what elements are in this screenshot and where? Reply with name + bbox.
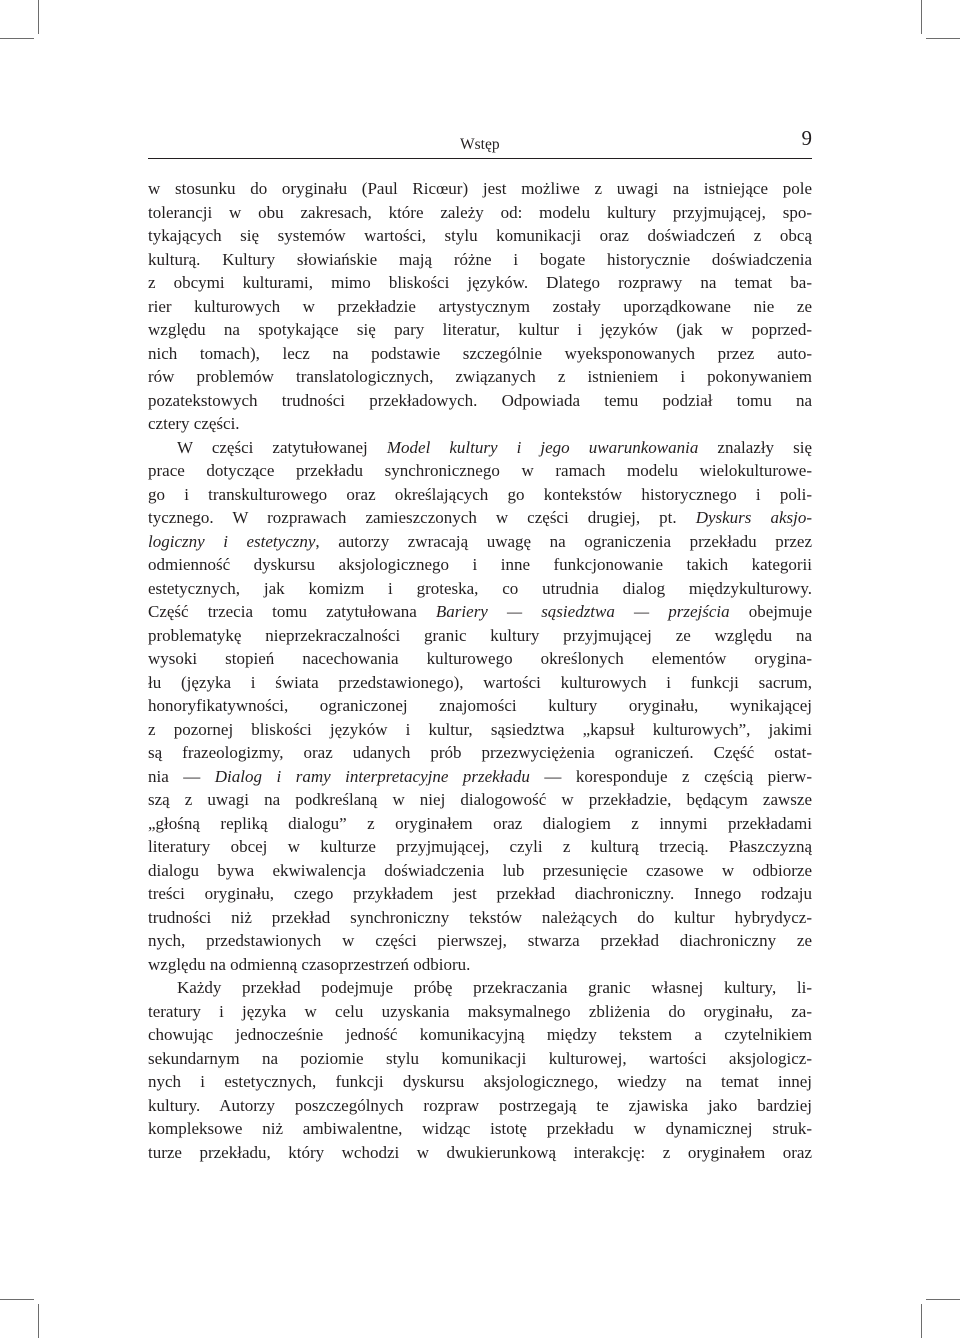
text-line	[148, 295, 812, 319]
text-segment: , autorzy zwracają uwagę na ograniczenia przekładu przez	[315, 531, 812, 551]
crop-mark-top-left-horizontal	[0, 38, 34, 39]
crop-mark-top-right-horizontal	[926, 38, 960, 39]
text-line	[148, 412, 812, 436]
text-line	[148, 318, 812, 342]
text-segment: sekundarnym na poziomie stylu komunikacji kulturowej, wartości aksjologicz-	[148, 1048, 812, 1068]
crop-mark-bottom-left	[38, 1304, 39, 1338]
text-segment: względu na odmienną czasoprzestrzeń odbioru.	[148, 954, 471, 974]
text-segment: „głośną repliką dialogu” z oryginałem oraz dialogiem z innymi przekładami	[148, 813, 812, 833]
text-segment: problematykę nieprzekraczalności granic kultury przyjmującej ze względu na	[148, 625, 812, 645]
crop-mark-top-left	[38, 0, 39, 34]
text-segment: rier kulturowych w przekładzie artystycznym zostały uporządkowane nie ze	[148, 296, 812, 316]
text-line	[148, 718, 812, 742]
crop-mark-top-right	[921, 0, 922, 34]
text-line	[148, 248, 812, 272]
body-text	[148, 177, 812, 1164]
italic-title-text: Dyskurs aksjo-	[695, 508, 812, 527]
text-line	[148, 694, 812, 718]
text-line	[148, 741, 812, 765]
text-segment: prace dotyczące przekładu synchronicznego w ramach modelu wielokulturowe-	[148, 461, 812, 480]
text-line	[148, 624, 812, 648]
text-segment: odmienność dyskursu aksjologicznego i inne funkcjonowanie takich kategorii	[148, 555, 812, 574]
text-line	[148, 882, 812, 906]
page-number: 9	[801, 126, 812, 150]
text-line	[148, 1094, 812, 1118]
text-line	[148, 177, 812, 201]
italic-title-text: logiczny i estetyczny	[148, 531, 316, 551]
text-segment: pozatekstowych trudności przekładowych. Odpowiada temu podział tomu na	[148, 390, 812, 410]
italic-title-text: Model kultury i jego uwarunkowania	[386, 437, 699, 457]
text-line	[148, 201, 812, 225]
page-header	[148, 126, 812, 159]
text-segment: obejmuje	[729, 602, 812, 621]
text-line	[148, 765, 812, 789]
text-line	[148, 1070, 812, 1094]
text-line	[148, 271, 812, 295]
text-segment: tykających się systemów wartości, stylu komunikacji oraz doświadczeń z obcą	[148, 226, 812, 245]
text-segment: W części zatytułowanej	[177, 437, 387, 457]
text-segment: rów problemów translatologicznych, związanych z istnieniem i pokonywaniem	[148, 367, 812, 386]
text-segment: z obcymi kulturami, mimo bliskości języków. Dlatego rozprawy na temat ba-	[148, 273, 812, 292]
text-segment: są frazeologizmy, oraz udanych prób przezwyciężenia ograniczeń. Część ostat-	[148, 743, 812, 762]
text-segment: literatury obcej w kulturze przyjmującej, czyli z kulturą trzecią. Płaszczyzną	[148, 837, 812, 856]
text-line	[148, 835, 812, 859]
text-line	[148, 859, 812, 883]
text-line	[148, 929, 812, 953]
text-segment: tolerancji w obu zakresach, które zależy od: modelu kultury przyjmującej, spo-	[148, 202, 812, 222]
text-line	[148, 647, 812, 671]
text-segment: kulturą. Kultury słowiańskie mają różne i bogate historycznie doświadczenia	[148, 249, 812, 269]
text-segment: łu (języka i świata przedstawionego), wartości kulturowych i funkcji sacrum,	[148, 672, 812, 692]
text-segment: Część trzecia tomu zatytułowana	[148, 602, 436, 621]
text-segment: Każdy przekład podejmuje próbę przekraczania granic własnej kultury, li-	[177, 978, 812, 997]
text-line	[148, 365, 812, 389]
text-line	[148, 506, 812, 530]
text-segment: nych i estetycznych, funkcji dyskursu aksjologicznego, wiedzy na temat innej	[148, 1072, 812, 1091]
crop-mark-bottom-left-horizontal	[0, 1299, 34, 1300]
crop-mark-bottom-right-horizontal	[926, 1299, 960, 1300]
text-segment: względu na spotykające się pary literatur, kultur i języków (jak w poprzed-	[148, 320, 812, 339]
text-line	[148, 1000, 812, 1024]
text-segment: cztery części.	[148, 414, 240, 433]
text-line	[148, 1023, 812, 1047]
text-segment: nych, przedstawionych w części pierwszej, stwarza przekład diachroniczny ze	[148, 931, 812, 950]
text-line	[148, 530, 812, 554]
text-segment: dialogu bywa ekwiwalencja doświadczenia lub przesunięcie czasowe w odbiorze	[148, 860, 812, 880]
text-segment: z pozornej bliskości języków i kultur, sąsiedztwa „kapsuł kulturowych”, jakimi	[148, 719, 812, 739]
text-line	[148, 600, 812, 624]
text-segment: nich tomach), lecz na podstawie szczególnie wyeksponowanych przez auto-	[148, 343, 812, 363]
italic-title-text: Dialog i ramy interpretacyjne przekładu	[214, 766, 530, 786]
text-segment: estetycznych, jak komizm i groteska, co utrudnia dialog międzykulturowy.	[148, 578, 812, 598]
text-segment: tycznego. W rozprawach zamieszczonych w części drugiej, pt.	[148, 508, 696, 527]
text-line	[148, 953, 812, 977]
text-line	[148, 976, 812, 1000]
text-segment: go i transkulturowego oraz określających go kontekstów historycznego i poli-	[148, 484, 812, 504]
text-segment: nia —	[148, 766, 215, 786]
text-line	[148, 224, 812, 248]
text-segment: znalazły się	[698, 437, 812, 457]
running-title: Wstęp	[460, 136, 500, 153]
text-segment: — koresponduje z częścią pierw-	[529, 766, 812, 786]
text-segment: teratury i języka w celu uzyskania maksymalnego zbliżenia do oryginału, za-	[148, 1001, 812, 1021]
text-line	[148, 812, 812, 836]
text-segment: kompleksowe niż ambiwalentne, widząc istotę przekładu w dynamicznej struk-	[148, 1119, 812, 1138]
italic-title-text: Bariery — sąsiedztwa — przejścia	[435, 602, 730, 621]
text-segment: szą z uwagi na podkreślaną w niej dialogowość w przekładzie, będącym zawsze	[148, 790, 812, 809]
text-line	[148, 459, 812, 483]
text-line	[148, 342, 812, 366]
text-line	[148, 1117, 812, 1141]
text-segment: kultury. Autorzy poszczególnych rozpraw postrzegają te zjawiska jako bardziej	[148, 1095, 812, 1115]
text-line	[148, 577, 812, 601]
text-line	[148, 389, 812, 413]
text-line	[148, 553, 812, 577]
text-line	[148, 436, 812, 460]
text-segment: honoryfikatywności, ograniczonej znajomości kultury oryginału, wynikającej	[148, 696, 812, 715]
text-segment: chowując jednocześnie jedność komunikacyjną między tekstem a czytelnikiem	[148, 1025, 812, 1044]
text-line	[148, 788, 812, 812]
text-segment: treści oryginału, czego przykładem jest przekład diachroniczny. Innego rodzaju	[148, 884, 812, 903]
text-segment: turze przekładu, który wchodzi w dwukierunkową interakcję: z oryginałem oraz	[148, 1142, 812, 1162]
text-segment: w stosunku do oryginału (Paul Ricœur) jest możliwe z uwagi na istniejące pole	[148, 179, 812, 198]
text-line	[148, 671, 812, 695]
text-segment: trudności niż przekład synchroniczny tekstów należących do kultur hybrydycz-	[148, 907, 812, 927]
text-line	[148, 906, 812, 930]
text-segment: wysoki stopień nacechowania kulturowego określonych elementów orygina-	[148, 649, 812, 668]
text-line	[148, 1047, 812, 1071]
crop-mark-bottom-right	[921, 1304, 922, 1338]
text-line	[148, 1141, 812, 1165]
text-line	[148, 483, 812, 507]
